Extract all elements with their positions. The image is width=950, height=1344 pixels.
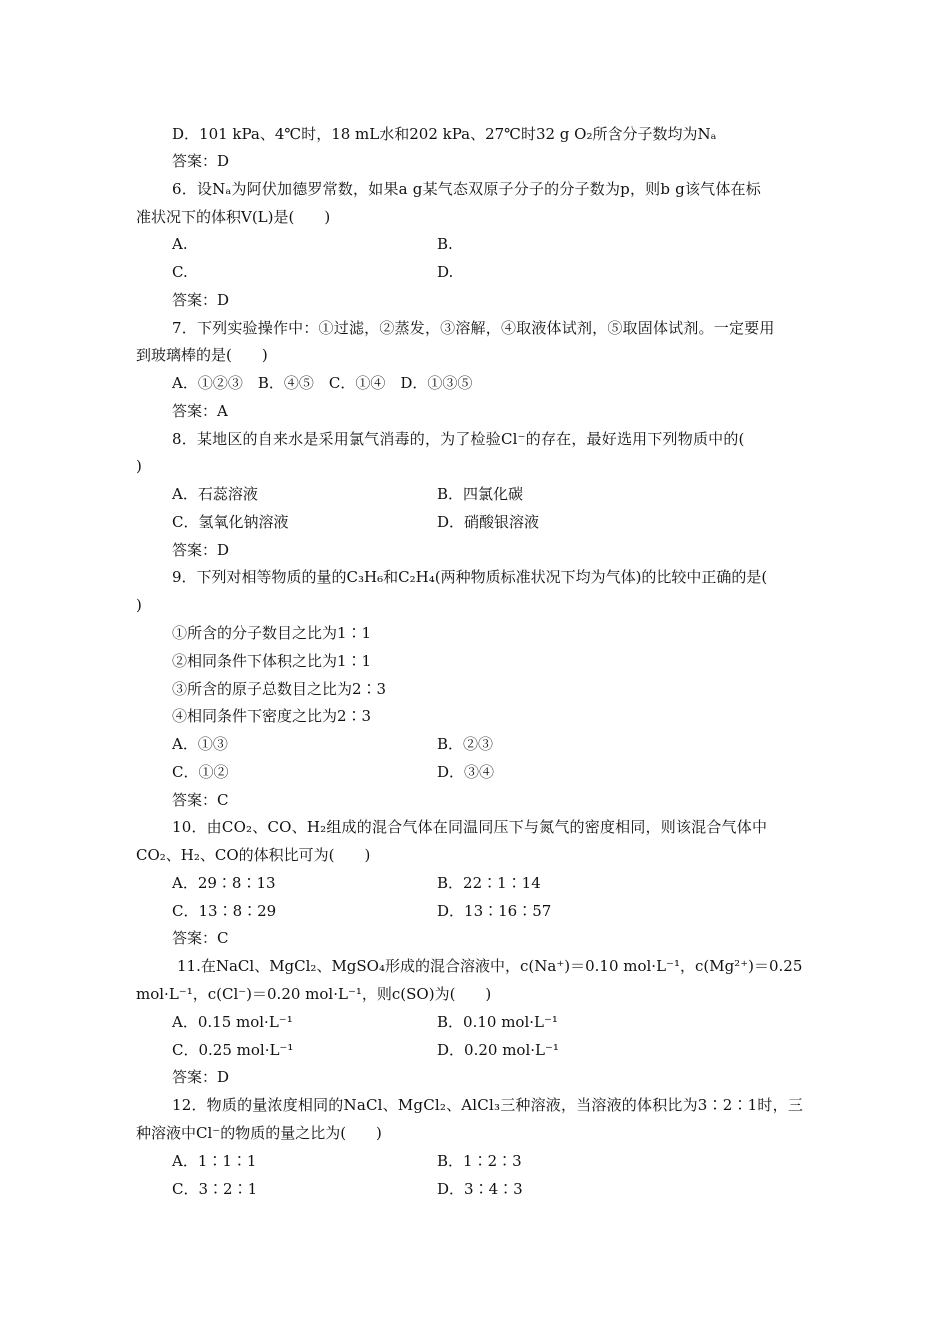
q9-statement-1: ①所含的分子数目之比为1∶1 — [172, 624, 372, 642]
q9-stem-line2: ) — [136, 596, 142, 614]
q6-stem-line1: 6．设Nₐ为阿伏加德罗常数，如果a g某气态双原子分子的分子数为p，则b g该气体在标 — [172, 180, 761, 198]
q9-option-c: C．①② — [172, 763, 229, 781]
q9-statement-3: ③所含的原子总数目之比为2∶3 — [172, 680, 387, 698]
q7-stem-line1: 7．下列实验操作中：①过滤，②蒸发，③溶解，④取液体试剂，⑤取固体试剂。一定要用 — [172, 319, 775, 337]
q8-option-d: D．硝酸银溶液 — [437, 513, 540, 531]
q8-option-c: C．氢氧化钠溶液 — [172, 513, 289, 531]
q11-answer: 答案：D — [172, 1068, 230, 1086]
q11-option-c: C．0.25 mol·L⁻¹ — [172, 1041, 294, 1059]
q9-statement-4: ④相同条件下密度之比为2∶3 — [172, 707, 372, 725]
q10-option-a: A．29∶8∶13 — [172, 874, 276, 892]
q10-option-c: C．13∶8∶29 — [172, 902, 277, 920]
q10-stem-line1: 10．由CO₂、CO、H₂组成的混合气体在同温同压下与氮气的密度相同，则该混合气体中 — [172, 818, 768, 836]
q10-answer: 答案：C — [172, 929, 229, 947]
q12-option-c: C．3∶2∶1 — [172, 1180, 258, 1198]
q12-option-a: A．1∶1∶1 — [172, 1152, 257, 1170]
q9-option-b: B．②③ — [437, 735, 494, 753]
q5-answer: 答案：D — [172, 152, 230, 170]
q8-answer: 答案：D — [172, 541, 230, 559]
q10-option-b: B．22∶1∶14 — [437, 874, 541, 892]
q9-answer: 答案：C — [172, 791, 229, 809]
q6-option-c: C. — [172, 263, 188, 281]
q8-option-a: A．石蕊溶液 — [172, 485, 258, 503]
q12-option-b: B．1∶2∶3 — [437, 1152, 522, 1170]
q7-options: A．①②③ B．④⑤ C．①④ D．①③⑤ — [172, 374, 473, 392]
q8-stem-line2: ) — [136, 457, 142, 475]
q11-stem-line1: 11.在NaCl、MgCl₂、MgSO₄形成的混合溶液中，c(Na⁺)＝0.10 mol·L⁻¹，c(Mg²⁺)＝0.25 — [177, 957, 803, 975]
q11-option-d: D．0.20 mol·L⁻¹ — [437, 1041, 559, 1059]
q5-option-d: D．101 kPa、4℃时，18 mL水和202 kPa、27℃时32 g O₂所含分子数均为Nₐ — [172, 125, 717, 143]
q10-stem-line2: CO₂、H₂、CO的体积比可为( ) — [136, 846, 371, 864]
q8-stem-line1: 8．某地区的自来水是采用氯气消毒的，为了检验Cl⁻的存在，最好选用下列物质中的( — [172, 430, 745, 448]
q6-option-a: A. — [172, 235, 188, 253]
q11-option-b: B．0.10 mol·L⁻¹ — [437, 1013, 558, 1031]
q10-option-d: D．13∶16∶57 — [437, 902, 552, 920]
q7-stem-line2: 到玻璃棒的是( ) — [136, 346, 268, 364]
q6-stem-line2: 准状况下的体积V(L)是( ) — [136, 208, 331, 226]
q12-stem-line2: 种溶液中Cl⁻的物质的量之比为( ) — [136, 1124, 382, 1142]
q9-option-d: D．③④ — [437, 763, 495, 781]
q9-statement-2: ②相同条件下体积之比为1∶1 — [172, 652, 372, 670]
q9-stem-line1: 9．下列对相等物质的量的C₃H₆和C₂H₄(两种物质标准状况下均为气体)的比较中正确的是( — [172, 568, 768, 586]
q11-stem-line2: mol·L⁻¹，c(Cl⁻)＝0.20 mol·L⁻¹，则c(SO)为( ) — [136, 985, 492, 1003]
q8-option-b: B．四氯化碳 — [437, 485, 524, 503]
q6-option-d: D. — [437, 263, 454, 281]
q12-stem-line1: 12．物质的量浓度相同的NaCl、MgCl₂、AlCl₃三种溶液，当溶液的体积比为3∶2∶1时，三 — [172, 1096, 804, 1114]
q11-option-a: A．0.15 mol·L⁻¹ — [172, 1013, 293, 1031]
q6-option-b: B. — [437, 235, 453, 253]
q12-option-d: D．3∶4∶3 — [437, 1180, 523, 1198]
q6-answer: 答案：D — [172, 291, 230, 309]
q9-option-a: A．①③ — [172, 735, 228, 753]
q7-answer: 答案：A — [172, 402, 228, 420]
